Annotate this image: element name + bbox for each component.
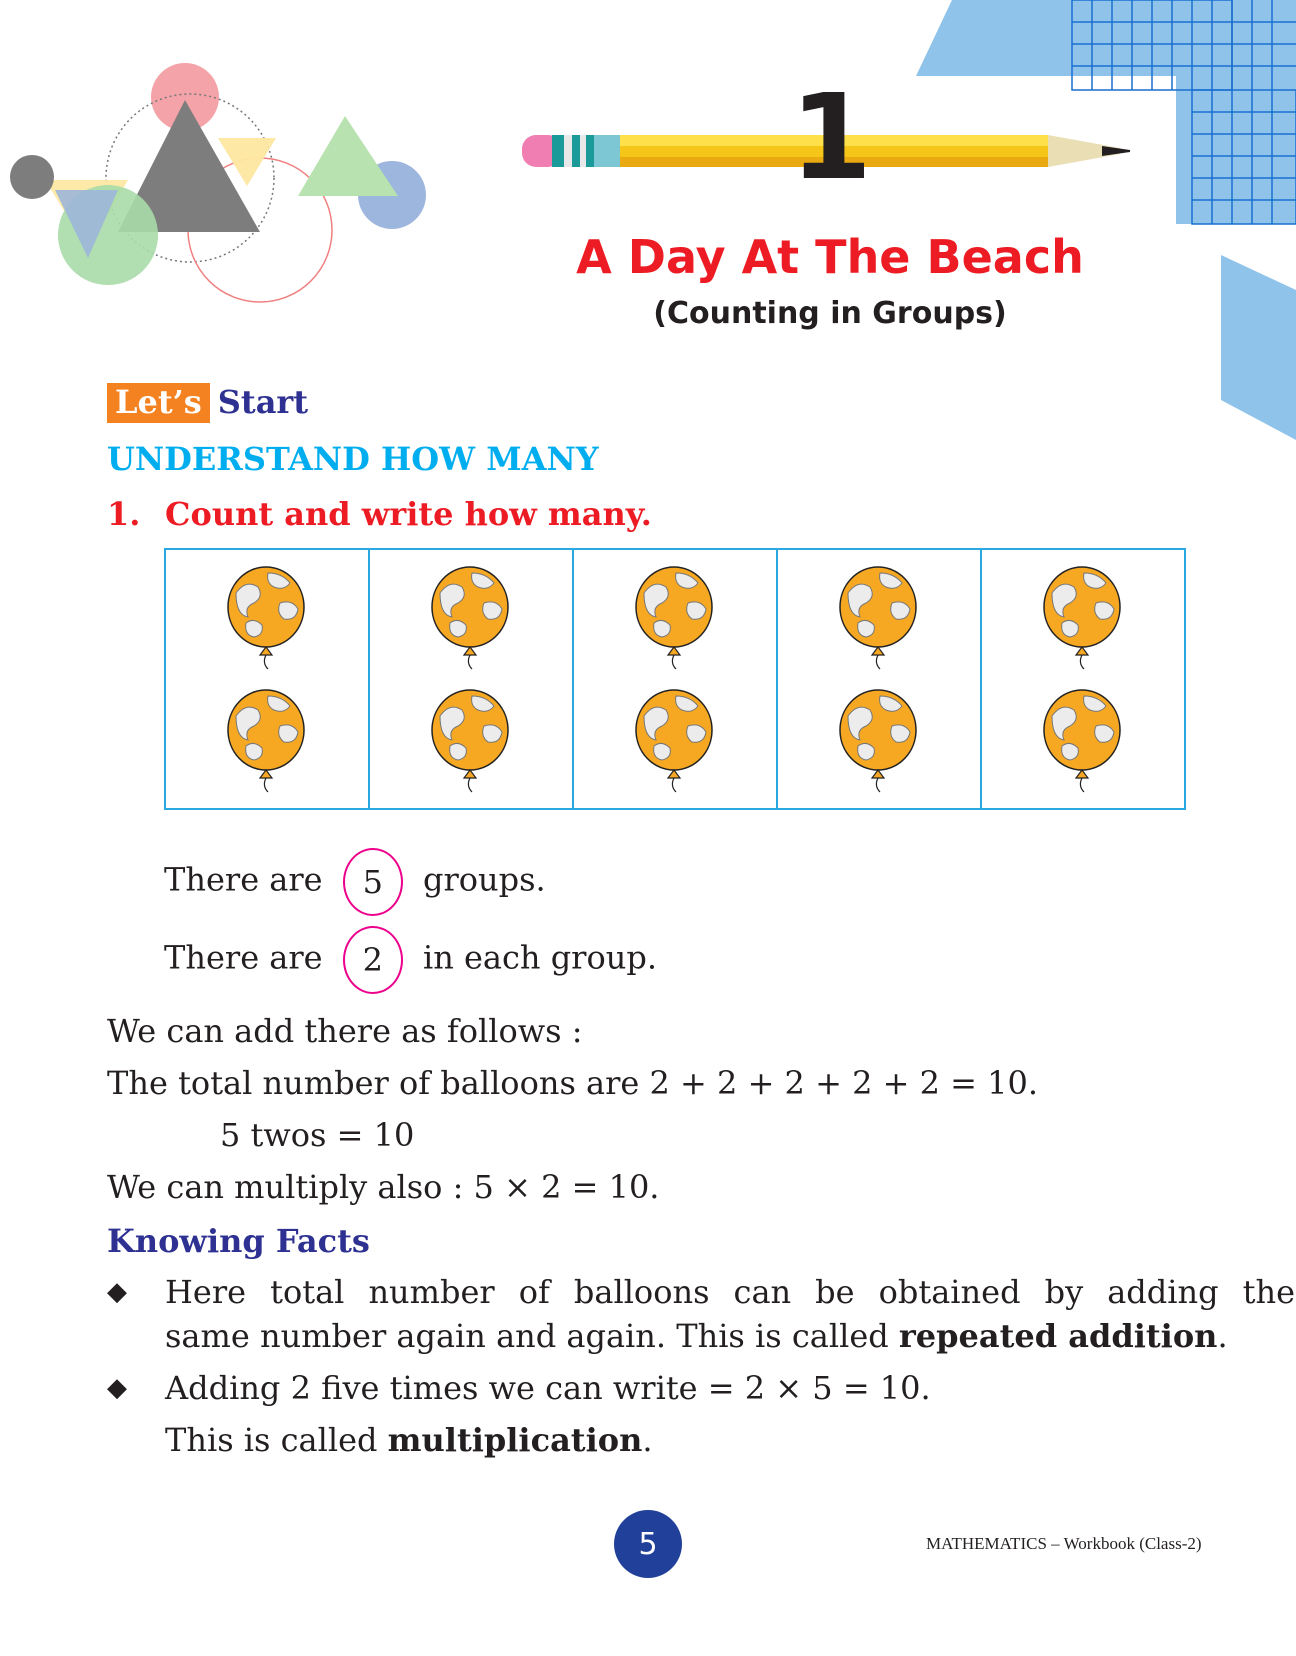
lets-start-heading bbox=[107, 383, 308, 423]
explanation-line-4: We can multiply also : 5 × 2 = 10. bbox=[107, 1168, 660, 1206]
gray-circle-shape bbox=[10, 155, 54, 199]
question-1 bbox=[107, 495, 652, 533]
answer-line-each-suffix: in each group. bbox=[422, 938, 657, 977]
decorative-shapes bbox=[0, 60, 440, 320]
repeated-addition-term: repeated addition bbox=[898, 1317, 1218, 1355]
balloon-icon bbox=[834, 563, 924, 673]
balloon-icon bbox=[630, 563, 720, 673]
balloon-icon bbox=[222, 686, 312, 796]
section-heading: UNDERSTAND HOW MANY bbox=[107, 440, 599, 478]
balloon-icon bbox=[1038, 686, 1128, 796]
fact-2-line-2 bbox=[165, 1418, 1295, 1462]
multiplication-term: multiplication bbox=[387, 1421, 643, 1459]
blue-lower-shape bbox=[1221, 255, 1296, 440]
answer-line-each-prefix: There are bbox=[164, 938, 323, 977]
balloon-group-cell bbox=[166, 550, 370, 808]
answer-line-groups-prefix: There are bbox=[164, 860, 323, 899]
fact-1-period: . bbox=[1217, 1317, 1228, 1355]
balloon-icon bbox=[1038, 563, 1128, 673]
each-answer-circle: 2 bbox=[343, 926, 403, 994]
diamond-bullet-icon: ◆ bbox=[107, 1277, 127, 1307]
explanation-line-2: The total number of balloons are 2 + 2 + 2 + 2 + 2 = 10. bbox=[107, 1064, 1038, 1102]
question-number: 1. bbox=[107, 495, 141, 533]
fact-2-line-2-text: This is called bbox=[165, 1421, 388, 1459]
fact-1-line-2-text: same number again and again. This is called bbox=[165, 1317, 899, 1355]
balloon-grid bbox=[164, 548, 1186, 810]
knowing-facts-heading: Knowing Facts bbox=[107, 1222, 370, 1260]
fact-2-line-1: Adding 2 five times we can write = 2 × 5 = 10. bbox=[165, 1369, 931, 1407]
green-triangle-shape bbox=[298, 116, 398, 196]
start-word: Start bbox=[217, 383, 309, 421]
decorative-grid bbox=[876, 0, 1296, 440]
answer-line-groups bbox=[164, 848, 546, 916]
book-title-footer: MATHEMATICS – Workbook (Class-2) bbox=[926, 1534, 1202, 1553]
balloon-group-cell bbox=[370, 550, 574, 808]
balloon-icon bbox=[222, 563, 312, 673]
balloon-icon bbox=[630, 686, 720, 796]
balloon-group-cell bbox=[574, 550, 778, 808]
fact-1-line-1: Here total number of balloons can be obtained by adding the bbox=[165, 1273, 1295, 1311]
explanation-line-3: 5 twos = 10 bbox=[220, 1116, 415, 1154]
diamond-bullet-icon: ◆ bbox=[107, 1373, 127, 1403]
balloon-icon bbox=[426, 563, 516, 673]
balloon-icon bbox=[834, 686, 924, 796]
groups-answer-circle: 5 bbox=[343, 848, 403, 916]
answer-line-groups-suffix: groups. bbox=[422, 860, 546, 899]
fact-1-line-2 bbox=[165, 1314, 1295, 1358]
page-number-badge: 5 bbox=[614, 1510, 682, 1578]
lets-box: Let’s bbox=[107, 383, 210, 423]
explanation-line-1: We can add there as follows : bbox=[107, 1012, 583, 1050]
chapter-number: 1 bbox=[790, 68, 873, 206]
balloon-group-cell bbox=[778, 550, 982, 808]
fact-2-period: . bbox=[642, 1421, 653, 1459]
chapter-title: A Day At The Beach bbox=[576, 230, 1084, 284]
balloon-icon bbox=[426, 686, 516, 796]
answer-line-each bbox=[164, 926, 657, 994]
question-text: Count and write how many. bbox=[165, 495, 652, 533]
balloon-group-cell bbox=[982, 550, 1184, 808]
chapter-subtitle: (Counting in Groups) bbox=[653, 296, 1007, 331]
